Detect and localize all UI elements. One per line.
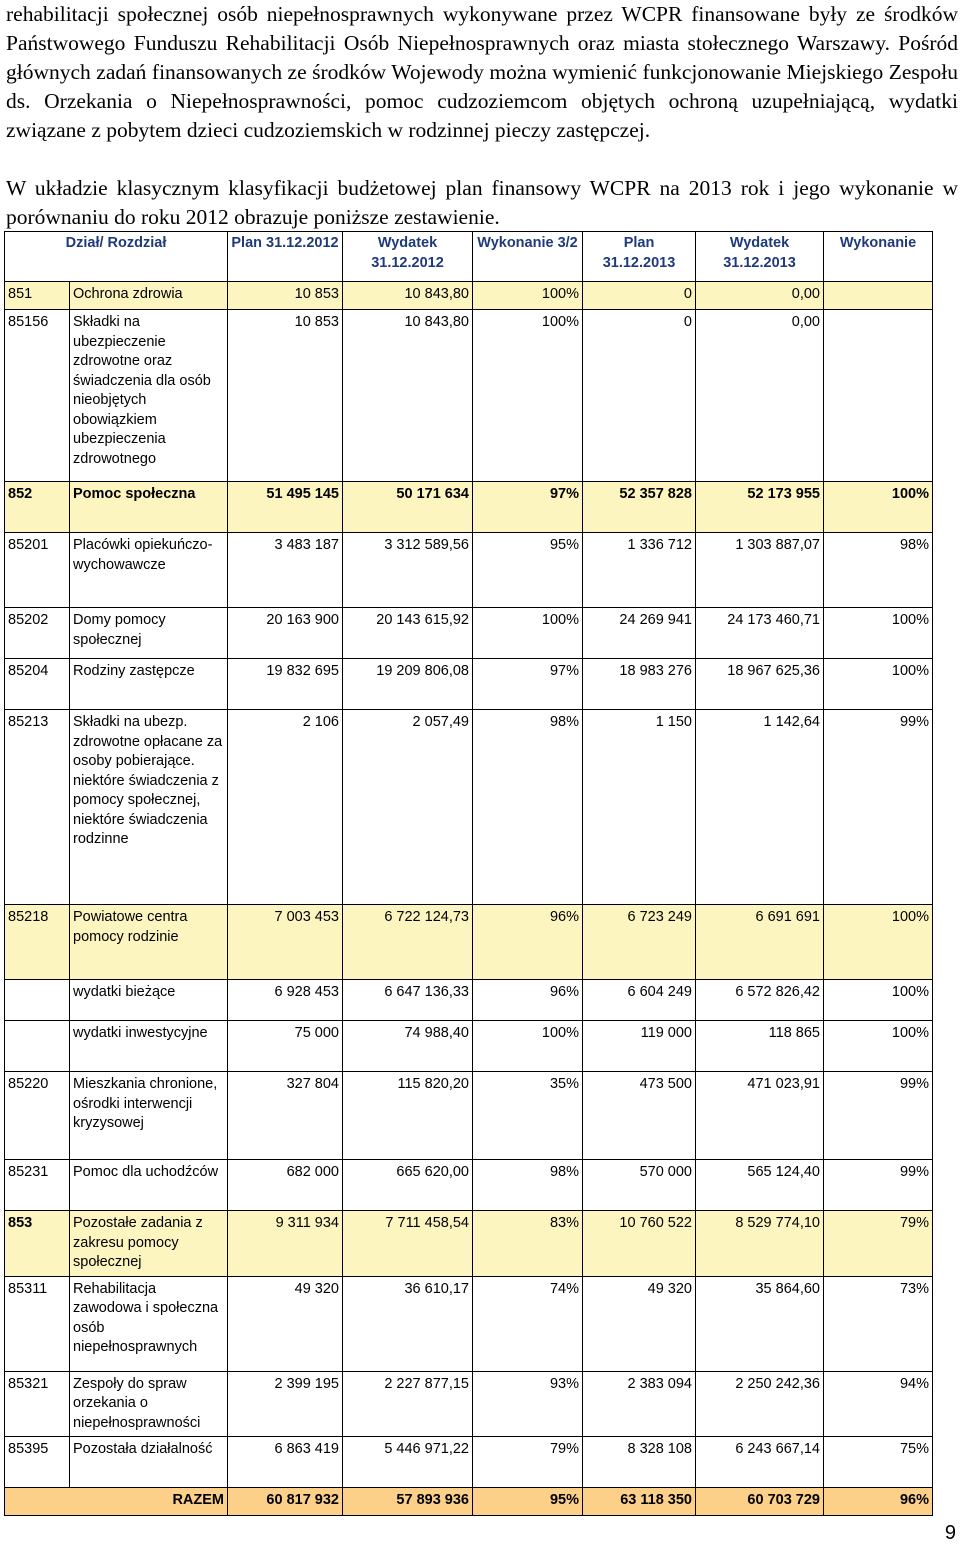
header-wydatek-2012: Wydatek 31.12.2012 (343, 232, 473, 282)
row-code: 85218 (5, 905, 70, 980)
row-plan-2013: 10 760 522 (583, 1211, 696, 1277)
row-name: Ochrona zdrowia (70, 282, 228, 310)
row-code: 853 (5, 1211, 70, 1277)
row-wykonanie-2013: 100% (824, 659, 933, 710)
row-wydatek-2013: 565 124,40 (696, 1160, 824, 1211)
table-row (5, 980, 933, 1021)
row-plan-2012: 9 311 934 (228, 1211, 343, 1277)
row-plan-2013: 570 000 (583, 1160, 696, 1211)
table-row (5, 905, 933, 980)
row-wykonanie-2012: 96% (473, 980, 583, 1021)
row-wydatek-2013: 35 864,60 (696, 1276, 824, 1371)
page-number: 9 (944, 1522, 956, 1544)
row-wydatek-2013: 18 967 625,36 (696, 659, 824, 710)
row-wykonanie-2012: 97% (473, 482, 583, 533)
row-plan-2013: 8 328 108 (583, 1437, 696, 1488)
row-code: 85156 (5, 310, 70, 482)
row-wykonanie-2012: 100% (473, 310, 583, 482)
row-plan-2012: 327 804 (228, 1072, 343, 1160)
header-wydatek-2013: Wydatek 31.12.2013 (696, 232, 824, 282)
header-plan-2012: Plan 31.12.2012 (228, 232, 343, 282)
row-name: Mieszkania chronione, ośrodki interwencji kryzysowej (70, 1072, 228, 1160)
row-plan-2012: 682 000 (228, 1160, 343, 1211)
row-plan-2012: 7 003 453 (228, 905, 343, 980)
row-plan-2012: 51 495 145 (228, 482, 343, 533)
table-row (5, 310, 933, 482)
row-wykonanie-2012: 97% (473, 659, 583, 710)
row-plan-2012: 3 483 187 (228, 533, 343, 608)
table-row (5, 1371, 933, 1437)
row-plan-2012: 19 832 695 (228, 659, 343, 710)
intro-paragraph: rehabilitacji społecznej osób niepełnosprawnych wykonywane przez WCPR finansowane były ze środków Państwowego Funduszu Rehabilitacji Osób Niepełnosprawnych oraz miasta stołecznego Warszawy. Pośród głównych zadań finansowanych ze środków Wojewody można wymienić funkcjonowanie Miejskiego Zespołu ds. Orzekania o Niepełnosprawności, pomoc cudzoziemcom objętych ochroną uzupełniającą, wydatki związane z pobytem dzieci cudzoziemskich w rodzinnej pieczy zastępczej. (6, 2, 958, 142)
header-plan-2013: Plan 31.12.2013 (583, 232, 696, 282)
row-wykonanie-2012: 100% (473, 282, 583, 310)
row-wykonanie-2012: 95% (473, 533, 583, 608)
table-row (5, 533, 933, 608)
row-wydatek-2013: 8 529 774,10 (696, 1211, 824, 1277)
row-wydatek-2013: 6 572 826,42 (696, 980, 824, 1021)
row-plan-2012: 6 863 419 (228, 1437, 343, 1488)
row-name: Pozostała działalność (70, 1437, 228, 1488)
row-plan-2013: 49 320 (583, 1276, 696, 1371)
row-code: 85321 (5, 1371, 70, 1437)
row-wykonanie-2012: 35% (473, 1072, 583, 1160)
table-row (5, 282, 933, 310)
row-wydatek-2012: 2 057,49 (343, 710, 473, 905)
header-dzial: Dział/ Rozdział (5, 232, 228, 282)
row-name: Domy pomocy społecznej (70, 608, 228, 659)
table-header-row (5, 232, 933, 282)
row-wykonanie-2013: 100% (824, 608, 933, 659)
row-wydatek-2012: 36 610,17 (343, 1276, 473, 1371)
row-wykonanie-2013: 99% (824, 1072, 933, 1160)
row-code: 85231 (5, 1160, 70, 1211)
row-plan-2013: 0 (583, 310, 696, 482)
row-wykonanie-2012: 96% (473, 905, 583, 980)
row-name: Składki na ubezp. zdrowotne opłacane za osoby pobierające. niektóre świadczenia z pomocy społecznej, niektóre świadczenia rodzinne (70, 710, 228, 905)
row-wydatek-2013: 118 865 (696, 1021, 824, 1072)
row-name: Powiatowe centra pomocy rodzinie (70, 905, 228, 980)
row-name: Placówki opiekuńczo-wychowawcze (70, 533, 228, 608)
row-wydatek-2013: 0,00 (696, 310, 824, 482)
row-name: Pozostałe zadania z zakresu pomocy społecznej (70, 1211, 228, 1277)
row-wykonanie-2012: 79% (473, 1437, 583, 1488)
row-wydatek-2012: 6 647 136,33 (343, 980, 473, 1021)
row-name: Rehabilitacja zawodowa i społeczna osób niepełnosprawnych (70, 1276, 228, 1371)
row-wydatek-2012: 7 711 458,54 (343, 1211, 473, 1277)
total-label: RAZEM (5, 1488, 228, 1516)
row-plan-2012: 75 000 (228, 1021, 343, 1072)
row-wykonanie-2013: 99% (824, 1160, 933, 1211)
table-row (5, 1160, 933, 1211)
row-wydatek-2013: 6 243 667,14 (696, 1437, 824, 1488)
row-plan-2013: 473 500 (583, 1072, 696, 1160)
row-name: Pomoc społeczna (70, 482, 228, 533)
total-wydatek-2013: 60 703 729 (696, 1488, 824, 1516)
row-plan-2013: 0 (583, 282, 696, 310)
row-wydatek-2013: 1 142,64 (696, 710, 824, 905)
row-code (5, 1021, 70, 1072)
row-wykonanie-2013: 98% (824, 533, 933, 608)
row-plan-2012: 10 853 (228, 310, 343, 482)
row-wydatek-2012: 6 722 124,73 (343, 905, 473, 980)
row-plan-2012: 6 928 453 (228, 980, 343, 1021)
row-wykonanie-2013: 73% (824, 1276, 933, 1371)
row-name: wydatki inwestycyjne (70, 1021, 228, 1072)
table-row (5, 1072, 933, 1160)
row-plan-2013: 2 383 094 (583, 1371, 696, 1437)
row-wydatek-2013: 2 250 242,36 (696, 1371, 824, 1437)
row-wydatek-2012: 2 227 877,15 (343, 1371, 473, 1437)
row-wydatek-2012: 50 171 634 (343, 482, 473, 533)
row-name: Zespoły do spraw orzekania o niepełnosprawności (70, 1371, 228, 1437)
row-wydatek-2013: 471 023,91 (696, 1072, 824, 1160)
total-wykonanie-2012: 95% (473, 1488, 583, 1516)
row-wydatek-2012: 5 446 971,22 (343, 1437, 473, 1488)
table-row (5, 482, 933, 533)
row-code: 85202 (5, 608, 70, 659)
total-plan-2013: 63 118 350 (583, 1488, 696, 1516)
row-wykonanie-2012: 100% (473, 1021, 583, 1072)
row-wykonanie-2013: 100% (824, 980, 933, 1021)
row-code: 85395 (5, 1437, 70, 1488)
row-plan-2012: 10 853 (228, 282, 343, 310)
row-wykonanie-2012: 74% (473, 1276, 583, 1371)
row-code: 852 (5, 482, 70, 533)
row-wydatek-2013: 1 303 887,07 (696, 533, 824, 608)
row-wykonanie-2012: 98% (473, 1160, 583, 1211)
row-wydatek-2012: 115 820,20 (343, 1072, 473, 1160)
row-name: Składki na ubezpieczenie zdrowotne oraz świadczenia dla osób nieobjętych obowiązkiem ubezpieczenia zdrowotnego (70, 310, 228, 482)
row-wykonanie-2012: 93% (473, 1371, 583, 1437)
row-plan-2012: 2 106 (228, 710, 343, 905)
row-wykonanie-2013: 100% (824, 482, 933, 533)
row-wydatek-2013: 6 691 691 (696, 905, 824, 980)
row-wykonanie-2013: 94% (824, 1371, 933, 1437)
row-wydatek-2012: 10 843,80 (343, 310, 473, 482)
row-code (5, 980, 70, 1021)
row-plan-2013: 1 150 (583, 710, 696, 905)
row-code: 85220 (5, 1072, 70, 1160)
row-wydatek-2012: 74 988,40 (343, 1021, 473, 1072)
row-code: 851 (5, 282, 70, 310)
row-name: Pomoc dla uchodźców (70, 1160, 228, 1211)
table-row (5, 608, 933, 659)
row-name: Rodziny zastępcze (70, 659, 228, 710)
row-code: 85311 (5, 1276, 70, 1371)
total-plan-2012: 60 817 932 (228, 1488, 343, 1516)
row-wykonanie-2013: 75% (824, 1437, 933, 1488)
row-wydatek-2013: 24 173 460,71 (696, 608, 824, 659)
row-plan-2013: 119 000 (583, 1021, 696, 1072)
table-intro-paragraph: W układzie klasycznym klasyfikacji budżetowej plan finansowy WCPR na 2013 rok i jego wykonanie w porównaniu do roku 2012 obrazuje poniższe zestawienie. (6, 176, 958, 229)
budget-table (4, 231, 933, 1516)
row-plan-2012: 2 399 195 (228, 1371, 343, 1437)
row-wydatek-2012: 10 843,80 (343, 282, 473, 310)
table-row (5, 1021, 933, 1072)
row-plan-2013: 52 357 828 (583, 482, 696, 533)
row-plan-2013: 6 723 249 (583, 905, 696, 980)
row-code: 85201 (5, 533, 70, 608)
header-wykonanie-3-2: Wykonanie 3/2 (473, 232, 583, 282)
row-wykonanie-2012: 98% (473, 710, 583, 905)
table-row (5, 1437, 933, 1488)
total-wydatek-2012: 57 893 936 (343, 1488, 473, 1516)
row-wykonanie-2013: 99% (824, 710, 933, 905)
table-row (5, 1276, 933, 1371)
total-wykonanie-2013: 96% (824, 1488, 933, 1516)
row-code: 85204 (5, 659, 70, 710)
row-wydatek-2012: 19 209 806,08 (343, 659, 473, 710)
row-plan-2013: 18 983 276 (583, 659, 696, 710)
header-wykonanie: Wykonanie (824, 232, 933, 282)
row-plan-2013: 6 604 249 (583, 980, 696, 1021)
row-code: 85213 (5, 710, 70, 905)
row-plan-2012: 49 320 (228, 1276, 343, 1371)
row-plan-2013: 1 336 712 (583, 533, 696, 608)
row-wykonanie-2013: 79% (824, 1211, 933, 1277)
row-wykonanie-2013 (824, 310, 933, 482)
table-row (5, 659, 933, 710)
row-wykonanie-2013: 100% (824, 905, 933, 980)
row-wydatek-2012: 665 620,00 (343, 1160, 473, 1211)
row-wydatek-2013: 0,00 (696, 282, 824, 310)
row-plan-2013: 24 269 941 (583, 608, 696, 659)
total-row (5, 1488, 933, 1516)
table-row (5, 1211, 933, 1277)
row-wydatek-2012: 20 143 615,92 (343, 608, 473, 659)
row-plan-2012: 20 163 900 (228, 608, 343, 659)
row-wykonanie-2013: 100% (824, 1021, 933, 1072)
row-wykonanie-2012: 83% (473, 1211, 583, 1277)
row-name: wydatki bieżące (70, 980, 228, 1021)
table-row (5, 710, 933, 905)
row-wykonanie-2012: 100% (473, 608, 583, 659)
row-wydatek-2013: 52 173 955 (696, 482, 824, 533)
row-wydatek-2012: 3 312 589,56 (343, 533, 473, 608)
row-wykonanie-2013 (824, 282, 933, 310)
